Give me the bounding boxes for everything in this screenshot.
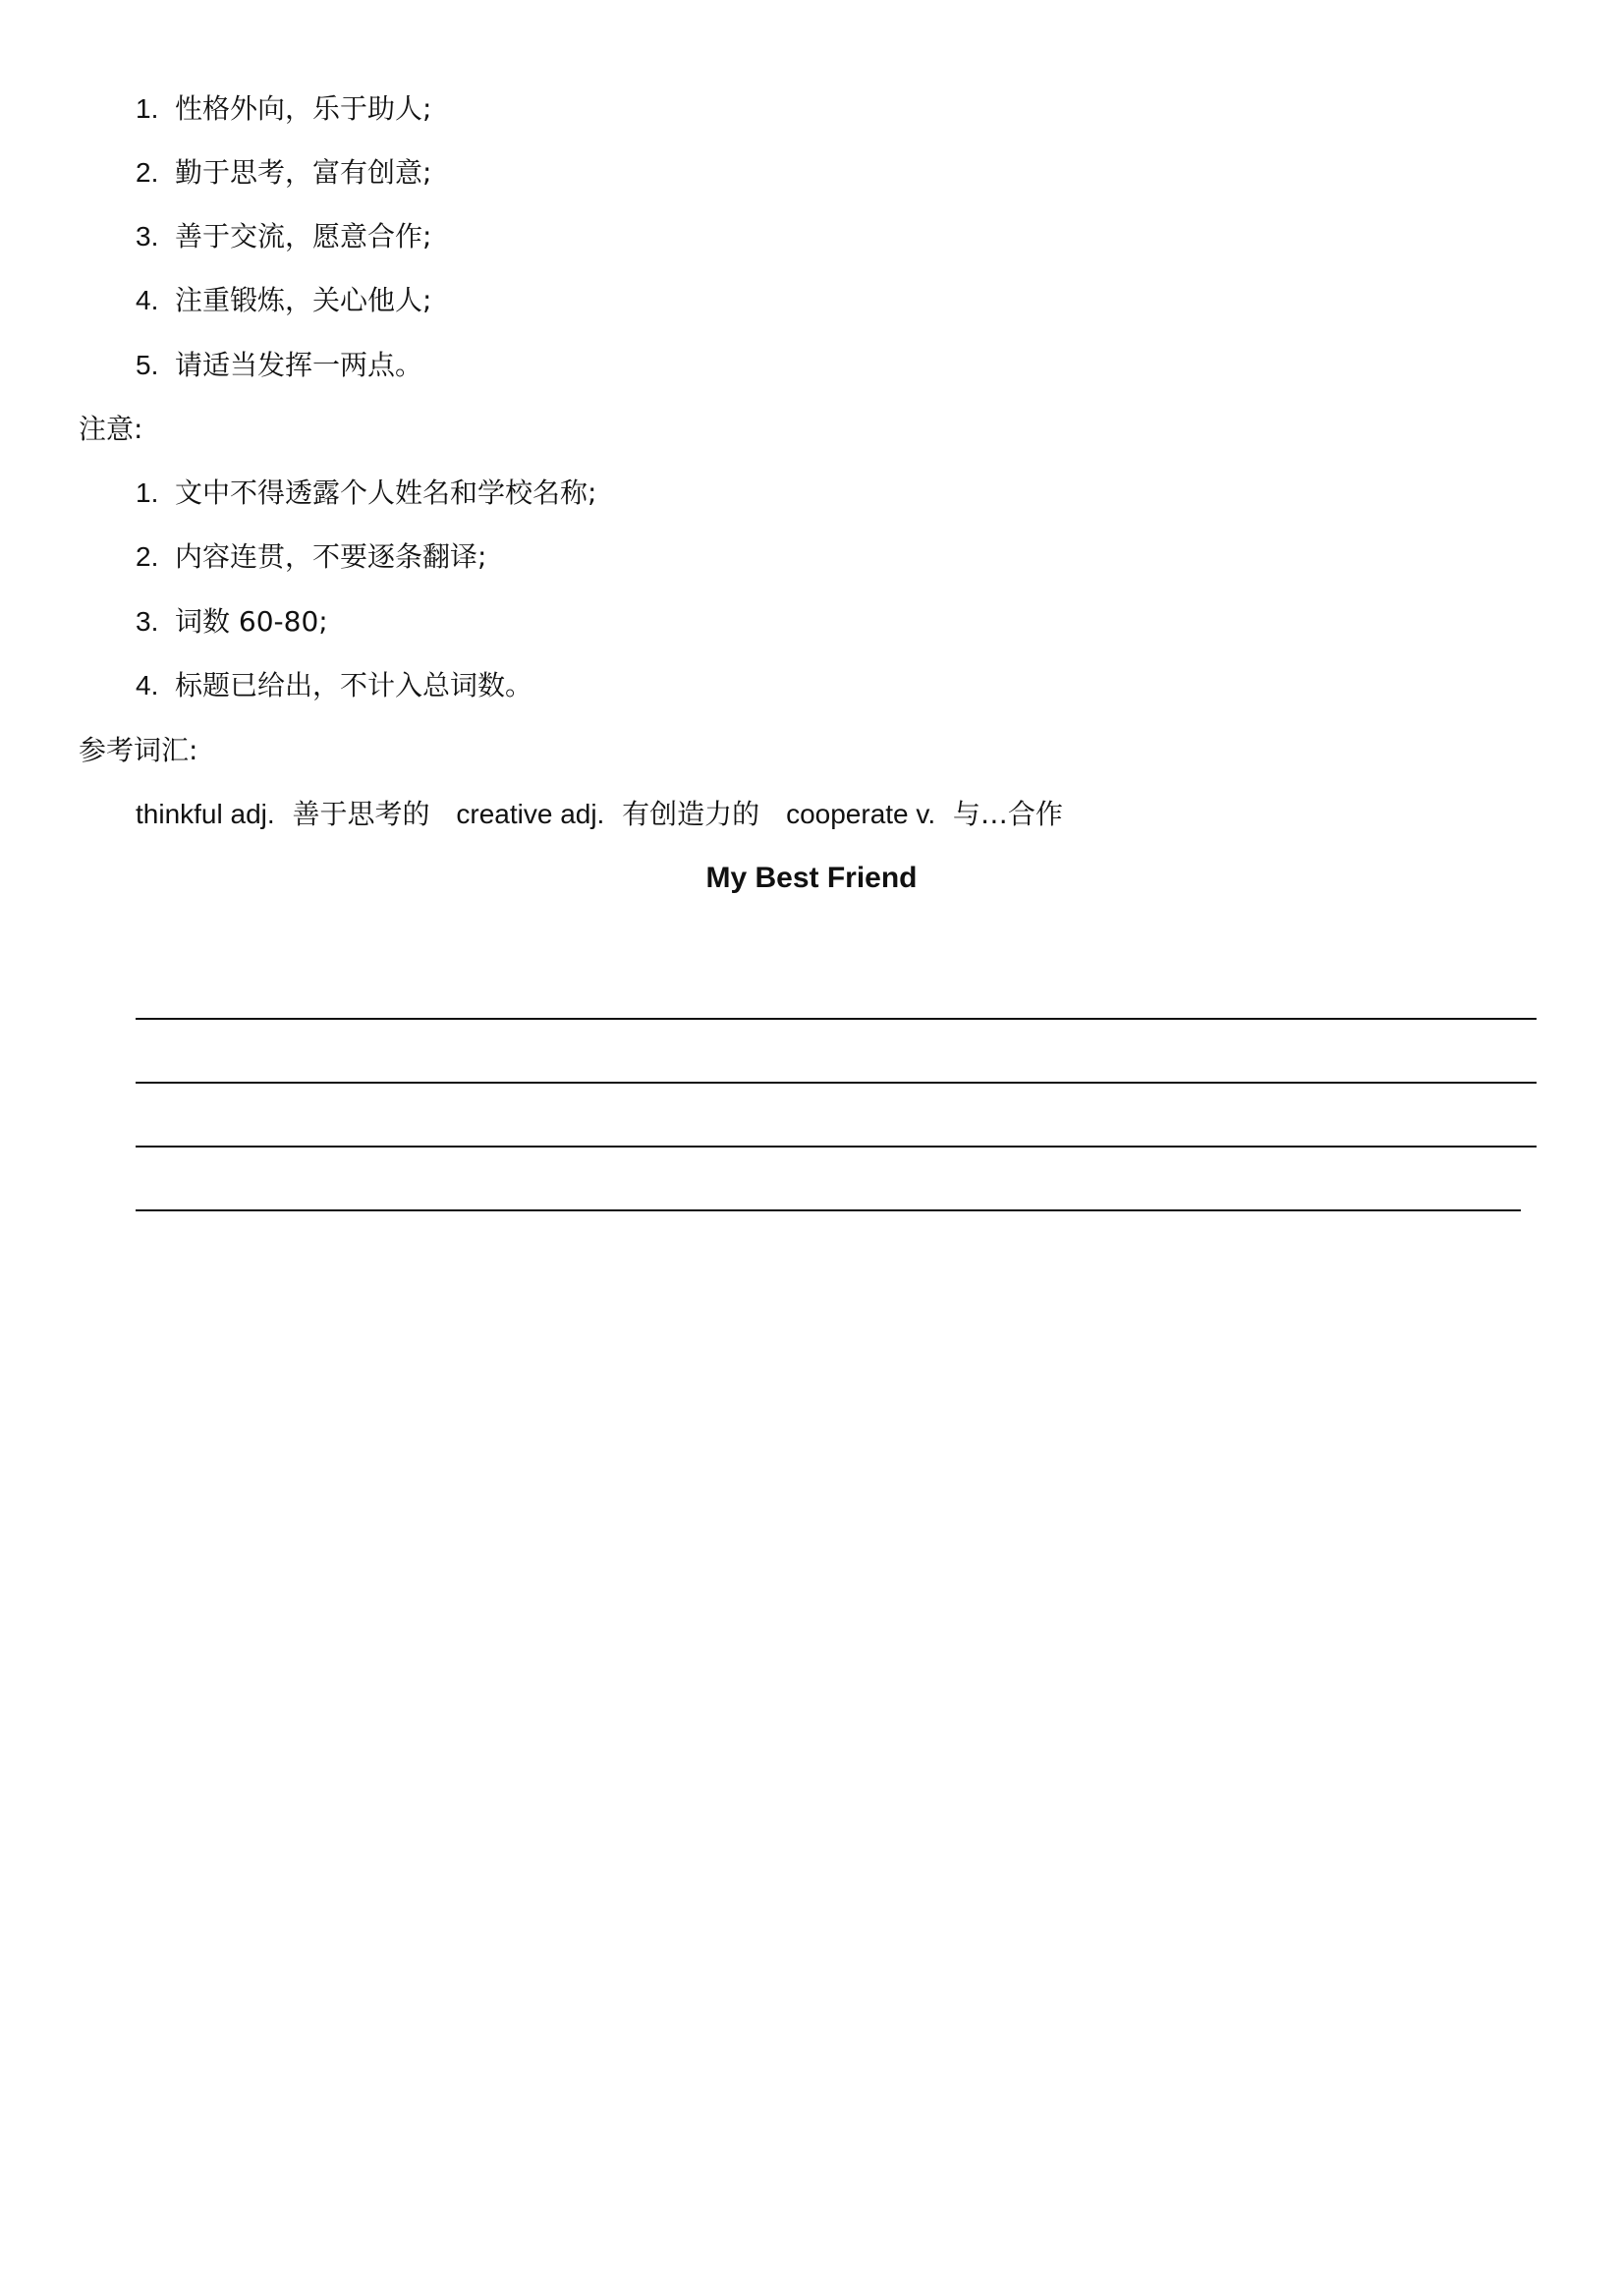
- answer-line[interactable]: [136, 1146, 1537, 1148]
- notes-heading: 注意:: [79, 413, 143, 445]
- item-text: 注重锻炼，关心他人;: [175, 284, 432, 316]
- note-item: [136, 666, 532, 705]
- item-number: 4.: [136, 670, 159, 700]
- item-text: 性格外向，乐于助人;: [175, 92, 432, 125]
- item-number: 1.: [136, 477, 159, 508]
- vocabulary-list: [136, 795, 1081, 834]
- vocabulary-heading: 参考词汇:: [79, 734, 198, 766]
- requirement-item: [136, 89, 431, 129]
- essay-title: My Best Friend: [705, 862, 918, 894]
- item-text: 标题已给出，不计入总词数。: [175, 669, 533, 701]
- item-number: 5.: [136, 350, 159, 380]
- vocabulary-word: cooperate v.: [786, 799, 936, 829]
- answer-line[interactable]: [136, 1082, 1537, 1084]
- item-text: 请适当发挥一两点。: [175, 349, 423, 381]
- item-text: 内容连贯，不要逐条翻译;: [175, 540, 487, 573]
- answer-line[interactable]: [136, 1209, 1521, 1211]
- item-number: 2.: [136, 157, 159, 188]
- item-number: 3.: [136, 221, 159, 252]
- vocabulary-meaning: 有创造力的: [622, 798, 760, 830]
- vocabulary-meaning: 与…合作: [952, 798, 1063, 830]
- vocabulary-item: [786, 798, 1063, 830]
- note-item: [136, 537, 486, 577]
- item-number: 3.: [136, 606, 159, 637]
- requirement-item: [136, 281, 431, 320]
- item-text: 词数 60-80;: [175, 605, 328, 638]
- note-item: [136, 602, 328, 642]
- note-item: [136, 474, 596, 513]
- item-number: 4.: [136, 285, 159, 315]
- vocabulary-word: thinkful adj.: [136, 799, 275, 829]
- vocabulary-meaning: 善于思考的: [292, 798, 430, 830]
- answer-line[interactable]: [136, 1018, 1537, 1020]
- vocabulary-item: [456, 798, 759, 830]
- requirement-item: [136, 153, 431, 193]
- item-number: 2.: [136, 541, 159, 572]
- item-text: 勤于思考，富有创意;: [175, 156, 432, 189]
- requirement-item: [136, 346, 422, 385]
- item-number: 1.: [136, 93, 159, 124]
- item-text: 文中不得透露个人姓名和学校名称;: [175, 476, 597, 509]
- item-text: 善于交流，愿意合作;: [175, 220, 432, 252]
- requirement-item: [136, 217, 431, 256]
- vocabulary-word: creative adj.: [456, 799, 605, 829]
- vocabulary-item: [136, 798, 429, 830]
